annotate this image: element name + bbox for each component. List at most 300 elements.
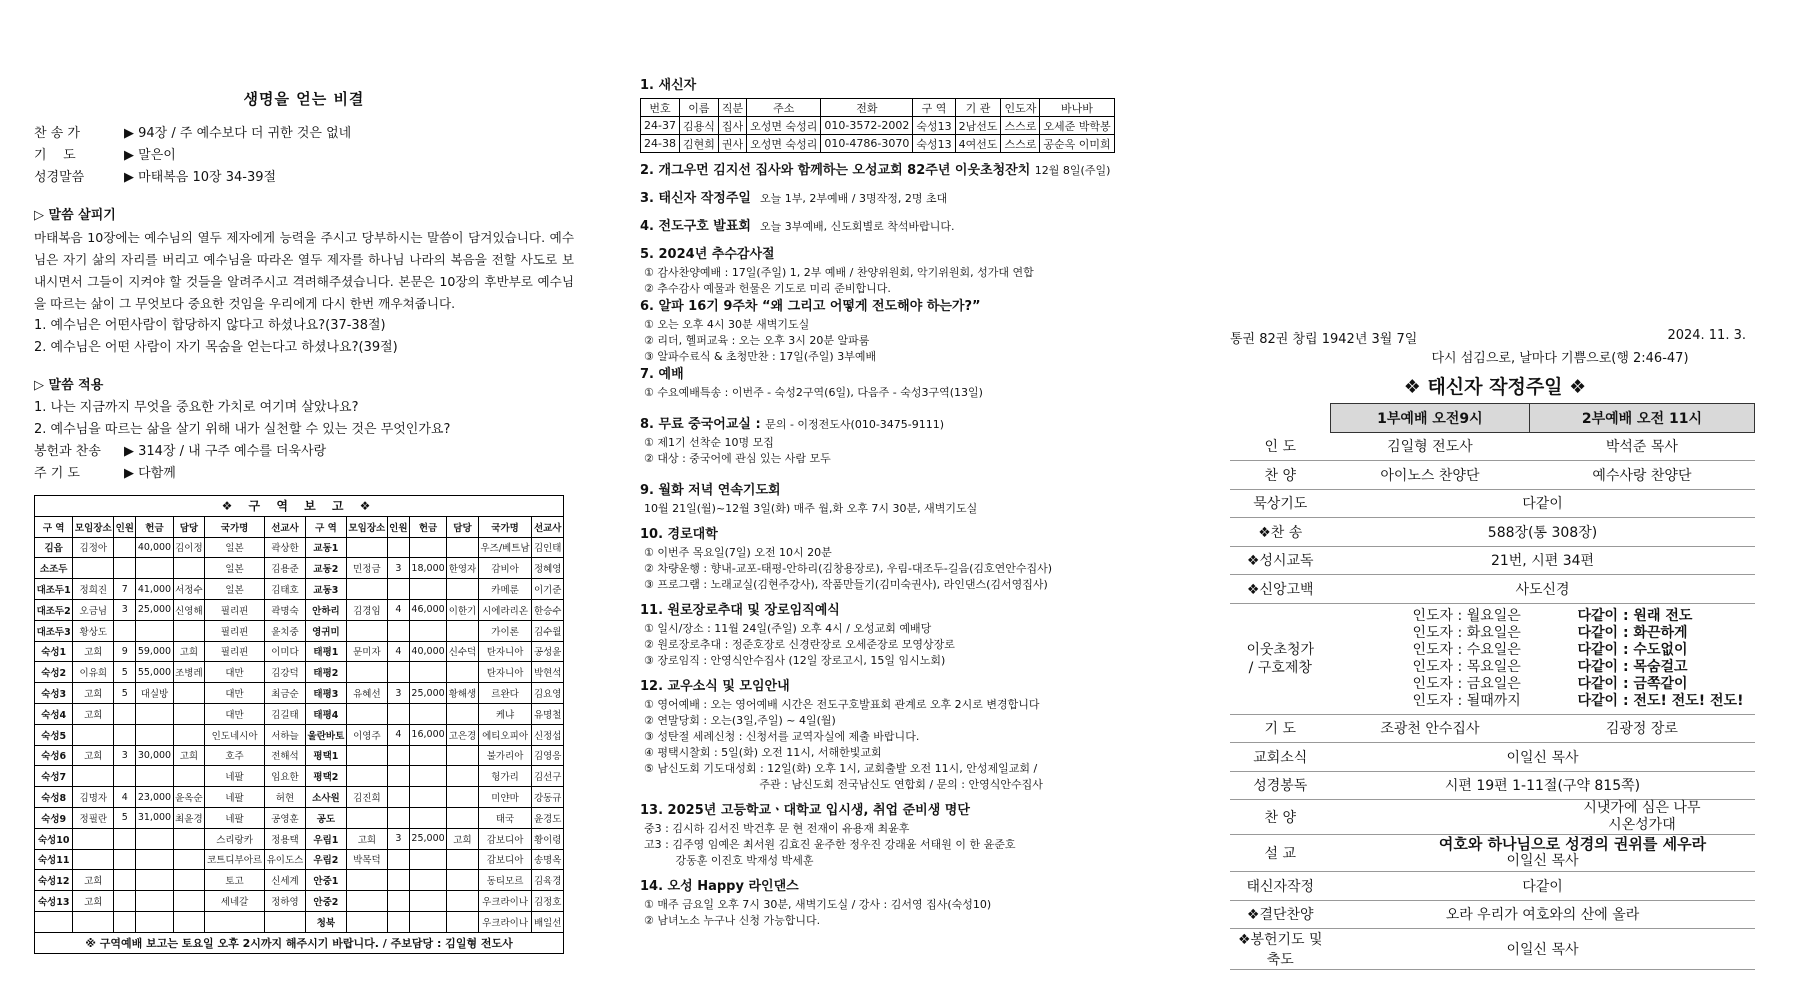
report-cell: [173, 703, 204, 724]
announcement-14-heading: 14. 오성 Happy 라인댄스: [640, 879, 799, 894]
report-cell: 카메룬: [478, 579, 532, 600]
report-cell: 김선구: [532, 766, 564, 787]
report-cell: [409, 807, 446, 828]
report-cell: [387, 537, 409, 558]
announcement-3-heading: 3. 태신자 작정주일 오늘 1부, 2부예배 / 3명작정, 2명 초대: [640, 191, 948, 206]
report-cell: [346, 807, 387, 828]
report-cell: [387, 620, 409, 641]
announcement-item: ① 이번주 목요일(7일) 오전 10시 20분: [644, 546, 832, 559]
report-cell: 박목덕: [346, 849, 387, 870]
newcomer-cell: 스스로: [1001, 135, 1040, 153]
chant-line: [1413, 659, 1753, 676]
service-1-header: 1부예배 오전9시: [1331, 404, 1530, 433]
report-row: [35, 911, 564, 932]
announcement-item: ② 원로장로추대 : 정준호장로 신경란장로 오세준장로 모영상장로: [644, 638, 955, 651]
report-header-cell: 인원: [387, 516, 409, 537]
report-cell: 인도네시아: [205, 724, 265, 745]
report-cell: [114, 703, 136, 724]
report-header-cell: 담당: [173, 516, 204, 537]
report-cell: 신정섭: [532, 724, 564, 745]
report-cell: [409, 891, 446, 912]
worship-label: 교회소식: [1230, 743, 1331, 772]
announcement-item: ④ 평택시찰회 : 5일(화) 오전 11시, 서해한빛교회: [644, 746, 882, 759]
report-cell: 최금순: [264, 683, 305, 704]
report-cell: 정희진: [73, 579, 114, 600]
newcomer-cell: 숙성13: [913, 117, 955, 135]
announcement-8-items: [640, 435, 1180, 467]
report-cell: [136, 558, 173, 579]
report-cell: 감비아: [478, 558, 532, 579]
worship-label: ❖성시교독: [1230, 546, 1331, 575]
report-cell: 감보디아: [478, 849, 532, 870]
report-cell: 감보디아: [478, 828, 532, 849]
report-cell: 숙성2: [35, 662, 73, 683]
report-cell: 정용택: [264, 828, 305, 849]
report-cell: 55,000: [136, 662, 173, 683]
report-cell: 헝가리: [478, 766, 532, 787]
newcomer-cell: 숙성13: [913, 135, 955, 153]
report-row: [35, 579, 564, 600]
announcement-item: ② 차량운행 : 향내-교포-태평-안하리(김창용장로), 우림-대조두-길음(김호연안수집사): [644, 562, 1053, 575]
report-cell: 문미자: [346, 641, 387, 662]
report-cell: [173, 911, 204, 932]
report-cell: [173, 828, 204, 849]
report-cell: [447, 911, 478, 932]
invite-label: 이웃초청가 / 구호제창: [1230, 603, 1331, 714]
report-cell: 태평3: [305, 683, 346, 704]
report-cell: 숙성11: [35, 849, 73, 870]
report-cell: 41,000: [136, 579, 173, 600]
announcement-5-items: [640, 265, 1180, 297]
report-header-cell: 선교사: [264, 516, 305, 537]
closing-row: [34, 463, 574, 485]
report-cell: 미얀마: [478, 787, 532, 808]
bulletin-header: [1230, 328, 1760, 347]
report-cell: 고희: [73, 641, 114, 662]
report-cell: 이기준: [532, 579, 564, 600]
report-cell: [114, 766, 136, 787]
report-cell: [447, 537, 478, 558]
worship-row: [1230, 771, 1755, 800]
report-cell: 숙성5: [35, 724, 73, 745]
report-cell: 3: [387, 828, 409, 849]
announcement-6-items: [640, 317, 1180, 365]
report-cell: 시에라리온: [478, 599, 532, 620]
newcomer-table: [640, 98, 1115, 153]
report-cell: [387, 787, 409, 808]
report-cell: [114, 724, 136, 745]
worship-label: ❖봉헌기도 및 축도: [1230, 929, 1331, 970]
report-cell: [73, 766, 114, 787]
report-cell: [114, 558, 136, 579]
report-cell: 숙성7: [35, 766, 73, 787]
apply-1: 1. 나는 지금까지 무엇을 중요한 가치로 여기며 살았나요?: [34, 400, 359, 415]
worship-label: 태신자작정: [1230, 872, 1331, 901]
worship-row: [1230, 575, 1755, 604]
newcomer-cell: 24-38: [641, 135, 680, 153]
report-cell: 교동1: [305, 537, 346, 558]
report-header-cell: 헌금: [409, 516, 446, 537]
announcement-14-items: [640, 897, 1180, 929]
report-cell: 30,000: [136, 745, 173, 766]
report-cell: 교동3: [305, 579, 346, 600]
report-cell: [173, 891, 204, 912]
closing-label: 봉헌과 찬송: [34, 444, 101, 459]
report-cell: [173, 683, 204, 704]
announcement-1-heading: 1. 새신자: [640, 78, 697, 93]
announcement-3-detail: 오늘 1부, 2부예배 / 3명작정, 2명 초대: [760, 192, 948, 205]
worship-label: ❖찬 송: [1230, 518, 1331, 547]
announcement-6-heading: 6. 알파 16기 9주차 “왜 그리고 어떻게 전도해야 하는가?”: [640, 299, 981, 314]
report-cell: 교동2: [305, 558, 346, 579]
order-value: ▶ 말은이: [124, 148, 176, 163]
announcement-10-items: [640, 545, 1180, 593]
announcement-item: ② 추수감사 예물과 헌물은 기도로 미리 준비합니다.: [644, 282, 891, 295]
report-cell: 일본: [205, 537, 265, 558]
report-cell: [264, 911, 305, 932]
report-row: [35, 766, 564, 787]
chant-line: [1413, 693, 1753, 710]
report-cell: [409, 766, 446, 787]
report-cell: 스리랑카: [205, 828, 265, 849]
report-cell: 신영해: [173, 599, 204, 620]
worship-value-service-2: 예수사랑 찬양단: [1529, 461, 1754, 490]
order-row: [34, 167, 574, 189]
report-cell: 대만: [205, 662, 265, 683]
choir-hymn-title: 시냇가에 심은 나무: [1583, 800, 1701, 816]
worship-row: [1230, 461, 1755, 490]
worship-value-service-2: 박석준 목사: [1529, 432, 1754, 461]
report-header-cell: 국가명: [478, 516, 532, 537]
report-cell: [346, 579, 387, 600]
report-cell: [409, 870, 446, 891]
announcement-item: ① 감사찬양예배 : 17일(주일) 1, 2부 예배 / 찬양위원회, 악기위원회, 성가대 연합: [644, 266, 1034, 279]
report-cell: [447, 703, 478, 724]
closing-order: [34, 441, 574, 485]
question-1: 1. 예수님은 어떤사람이 합당하지 않다고 하셨나요?(37-38절): [34, 318, 386, 333]
report-cell: 태평1: [305, 641, 346, 662]
report-cell: [136, 828, 173, 849]
order-value: ▶ 마태복음 10장 34-39절: [124, 170, 277, 185]
report-cell: [387, 849, 409, 870]
worship-value: 이일신 목사: [1331, 929, 1755, 970]
report-header-cell: 헌금: [136, 516, 173, 537]
report-cell: [136, 724, 173, 745]
report-cell: 윤옥순: [173, 787, 204, 808]
report-row: [35, 870, 564, 891]
worship-row: [1230, 518, 1755, 547]
announcement-item: 주관 : 남신도회 전국남신도 연합회 / 문의 : 안영식안수집사: [644, 778, 1043, 791]
report-cell: 안하리: [305, 599, 346, 620]
announcement-item: ⑤ 남신도회 기도대성회 : 12일(화) 오후 1시, 교회출발 오전 11시, 안성제일교회 /: [644, 762, 1038, 775]
bulletin-date: 2024. 11. 3.: [1667, 328, 1746, 343]
report-footer: ※ 구역예배 보고는 토요일 오후 2시까지 해주시기 바랍니다. / 주보담당 : 김일형 전도사: [35, 932, 564, 953]
report-cell: [136, 870, 173, 891]
worship-row: [1230, 929, 1755, 970]
report-header-cell: 구 역: [35, 516, 73, 537]
report-cell: [387, 703, 409, 724]
worship-row: [1230, 432, 1755, 461]
report-cell: 소사원: [305, 787, 346, 808]
report-cell: [346, 662, 387, 683]
report-cell: [114, 891, 136, 912]
district-report-table: [34, 495, 564, 954]
worship-value: 사도신경: [1331, 575, 1755, 604]
report-cell: [409, 703, 446, 724]
report-header-cell: 모임장소: [346, 516, 387, 537]
report-cell: 4: [387, 599, 409, 620]
report-cell: [447, 807, 478, 828]
worship-row: [1230, 489, 1755, 518]
report-cell: 김수월: [532, 620, 564, 641]
chant-leader: 인도자 : 목요일은: [1412, 658, 1521, 675]
report-cell: 곽명숙: [264, 599, 305, 620]
report-cell: 네팔: [205, 787, 265, 808]
report-row: [35, 891, 564, 912]
report-cell: 25,000: [409, 828, 446, 849]
report-cell: 이유희: [73, 662, 114, 683]
worship-value: 시편 19편 1-11절(구약 815쪽): [1331, 771, 1755, 800]
newcomer-cell: 오세준 박학봉: [1040, 117, 1114, 135]
report-row: [35, 558, 564, 579]
report-cell: 태평2: [305, 662, 346, 683]
report-cell: [73, 724, 114, 745]
report-header-cell: 모임장소: [73, 516, 114, 537]
question-2: 2. 예수님은 어떤 사람이 자기 목숨을 얻는다고 하셨나요?(39절): [34, 340, 398, 355]
report-cell: 고희: [73, 683, 114, 704]
report-cell: 18,000: [409, 558, 446, 579]
announcement-12-heading: 12. 교우소식 및 모임안내: [640, 679, 790, 694]
report-cell: 40,000: [409, 641, 446, 662]
chant-response: 다같이 : 목숨걸고: [1577, 658, 1688, 675]
report-cell: 르완다: [478, 683, 532, 704]
closing-value: ▶ 다함께: [124, 466, 176, 481]
announcement-item: ③ 알파수료식 & 초청만찬 : 17일(주일) 3부예배: [644, 350, 877, 363]
announcement-item: ① 오는 오후 4시 30분 새벽기도실: [644, 318, 810, 331]
hymn-label: 찬 양: [1230, 800, 1331, 835]
newcomer-cell: 010-3572-2002: [821, 117, 913, 135]
sermon-paragraph: 마태복음 10장에는 예수님의 열두 제자에게 능력을 주시고 당부하시는 말씀이 담겨있습니다. 예수님은 자기 삶의 자리를 버리고 예수님을 따라온 열두 제자를 하나님 나라의 복음을 전할 사도로 보내시면서 그들이 지켜야 할 것들을 알려주시고 격려해주셨습니다. 본문은 10장의 후반부로 예수님을 따르는 삶이 그 무엇보다 중요한 것임을 우리에게 다시 한번 깨우쳐줍니다.: [34, 230, 574, 311]
newcomer-header-cell: 번호: [641, 99, 680, 117]
newcomer-cell: 24-37: [641, 117, 680, 135]
report-header-cell: 구 역: [305, 516, 346, 537]
report-cell: [409, 745, 446, 766]
report-cell: 고희: [173, 745, 204, 766]
announcement-9-heading: 9. 월화 저녁 연속기도회: [640, 483, 781, 498]
announcement-item: ① 제1기 선착순 10명 모집: [644, 436, 774, 449]
report-row: [35, 849, 564, 870]
report-cell: 신수덕: [447, 641, 478, 662]
report-cell: [346, 620, 387, 641]
sermon-column: [34, 0, 574, 954]
report-cell: [447, 787, 478, 808]
announcement-8-heading: 8. 무료 중국어교실 : 문의 - 이정전도사(010-3475-9111): [640, 417, 945, 432]
worship-title: ❖ 태신자 작정주일 ❖: [1403, 376, 1587, 398]
report-cell: 김인태: [532, 537, 564, 558]
report-cell: [387, 579, 409, 600]
report-cell: 일본: [205, 558, 265, 579]
chant-line: [1413, 642, 1753, 659]
report-cell: [447, 662, 478, 683]
announcement-item: ② 연말당회 : 오는(3일,주일) ~ 4일(월): [644, 714, 836, 727]
report-cell: 서정수: [173, 579, 204, 600]
report-cell: 평택2: [305, 766, 346, 787]
choir-hymn: [1529, 800, 1754, 835]
announcement-2-date: 12월 8일(주일): [1034, 164, 1111, 177]
report-cell: [387, 807, 409, 828]
report-cell: 송명옥: [532, 849, 564, 870]
report-cell: 곽상한: [264, 537, 305, 558]
worship-value: 다같이: [1331, 872, 1755, 901]
report-cell: 김진희: [346, 787, 387, 808]
report-cell: [114, 537, 136, 558]
report-cell: 김명자: [73, 787, 114, 808]
report-cell: 숙성10: [35, 828, 73, 849]
preacher: 이일신 목사: [1506, 853, 1579, 869]
report-cell: 정하영: [264, 891, 305, 912]
report-cell: 울란바토: [305, 724, 346, 745]
report-cell: 23,000: [136, 787, 173, 808]
announcement-11-items: [640, 621, 1180, 669]
worship-row: [1230, 872, 1755, 901]
report-row: [35, 828, 564, 849]
prayer-label: 기 도: [1230, 714, 1331, 743]
report-cell: [73, 558, 114, 579]
announcement-item: ② 대상 : 중국어에 관심 있는 사람 모두: [644, 452, 831, 465]
report-cell: [114, 911, 136, 932]
report-row: [35, 787, 564, 808]
announcement-4-heading: 4. 전도구호 발표회 오늘 3부예배, 신도회별로 착석바랍니다.: [640, 219, 955, 234]
report-cell: 정필란: [73, 807, 114, 828]
report-cell: [346, 537, 387, 558]
worship-label: 성경봉독: [1230, 771, 1331, 800]
report-cell: 코트디부아르: [205, 849, 265, 870]
report-cell: 대조두2: [35, 599, 73, 620]
report-cell: 한승수: [532, 599, 564, 620]
report-cell: 16,000: [409, 724, 446, 745]
announcement-item: ① 영어예배 : 오는 영어예배 시간은 전도구호발표회 관계로 오후 2시로 변경합니다: [644, 698, 1040, 711]
report-cell: [387, 891, 409, 912]
worship-value-service-1: 김일형 전도사: [1331, 432, 1530, 461]
prayer-service-2: 김광정 장로: [1529, 714, 1754, 743]
report-caption: ❖ 구 역 보 고 ❖: [35, 496, 564, 517]
report-cell: 숙성9: [35, 807, 73, 828]
report-cell: [136, 849, 173, 870]
chant-response: 다같이 : 원래 전도: [1577, 607, 1693, 624]
newcomer-row: [641, 117, 1115, 135]
announcement-5-heading: 5. 2024년 추수감사절: [640, 247, 775, 262]
newcomer-cell: 스스로: [1001, 117, 1040, 135]
announcements-column: [640, 76, 1180, 929]
report-cell: [447, 620, 478, 641]
report-cell: 우크라이나: [478, 911, 532, 932]
report-header-cell: 인원: [114, 516, 136, 537]
report-row: [35, 599, 564, 620]
report-cell: 유혜선: [346, 683, 387, 704]
report-header-cell: 국가명: [205, 516, 265, 537]
newcomer-cell: 4여선도: [955, 135, 1001, 153]
announcement-item: 중3 : 김시하 김서진 박건후 문 현 전재이 유용재 최윤후: [644, 822, 910, 835]
report-cell: 황이령: [532, 828, 564, 849]
report-cell: 유명철: [532, 703, 564, 724]
report-cell: 김영응: [532, 745, 564, 766]
report-row: [35, 703, 564, 724]
report-cell: 동티모르: [478, 870, 532, 891]
order-value: ▶ 94장 / 주 예수보다 더 귀한 것은 없네: [124, 126, 352, 141]
report-cell: 배일선: [532, 911, 564, 932]
report-cell: 황상도: [73, 620, 114, 641]
report-cell: 김정호: [532, 891, 564, 912]
report-cell: [114, 870, 136, 891]
newcomer-cell: 권사: [718, 135, 746, 153]
report-cell: 불가리아: [478, 745, 532, 766]
chant-response: 다같이 : 화끈하게: [1577, 624, 1688, 641]
report-header-row: [35, 516, 564, 537]
report-cell: [447, 745, 478, 766]
report-cell: 59,000: [136, 641, 173, 662]
report-row: [35, 537, 564, 558]
report-cell: 25,000: [136, 599, 173, 620]
report-cell: 고희: [346, 828, 387, 849]
worship-order-column: [1230, 0, 1760, 970]
chant-response: 다같이 : 수도없이: [1577, 641, 1688, 658]
newcomer-header-cell: 구 역: [913, 99, 955, 117]
report-cell: 대만: [205, 703, 265, 724]
report-cell: [447, 579, 478, 600]
report-cell: [136, 703, 173, 724]
report-cell: 태국: [478, 807, 532, 828]
chant-response: 다같이 : 금쪽같이: [1577, 675, 1688, 692]
report-cell: [173, 870, 204, 891]
closing-label: 주 기 도: [34, 466, 80, 481]
report-cell: [387, 662, 409, 683]
report-cell: 숙성12: [35, 870, 73, 891]
report-cell: 세네갈: [205, 891, 265, 912]
report-cell: 김용준: [264, 558, 305, 579]
report-cell: 소조두: [35, 558, 73, 579]
announcement-item: ① 매주 금요일 오후 7시 30분, 새벽기도실 / 강사 : 김서영 집사(숙성10): [644, 898, 992, 911]
report-cell: 김읍: [35, 537, 73, 558]
report-cell: 3: [114, 745, 136, 766]
report-cell: 에티오피아: [478, 724, 532, 745]
newcomer-header-cell: 바나바: [1040, 99, 1114, 117]
report-cell: 영귀미: [305, 620, 346, 641]
newcomer-header-cell: 전화: [821, 99, 913, 117]
report-cell: 숙성3: [35, 683, 73, 704]
chant-leader: 인도자 : 월요일은: [1412, 607, 1521, 624]
report-cell: 가이론: [478, 620, 532, 641]
report-cell: [205, 911, 265, 932]
report-cell: 숙성4: [35, 703, 73, 724]
worship-value: 다같이: [1331, 489, 1755, 518]
report-cell: 3: [387, 558, 409, 579]
newcomer-header-cell: 인도자: [1001, 99, 1040, 117]
report-cell: 필리핀: [205, 620, 265, 641]
report-cell: [447, 849, 478, 870]
report-cell: 공성윤: [532, 641, 564, 662]
report-cell: [346, 891, 387, 912]
chant-line: [1413, 608, 1753, 625]
report-cell: 탄자니아: [478, 641, 532, 662]
report-cell: [346, 911, 387, 932]
announcement-13-items: [640, 821, 1180, 869]
order-row: [34, 123, 574, 145]
report-cell: 우즈/베트남: [478, 537, 532, 558]
report-cell: 4: [387, 724, 409, 745]
announcement-13-heading: 13. 2025년 고등학교ㆍ대학교 입시생, 취업 준비생 명단: [640, 803, 970, 818]
report-cell: 안중2: [305, 891, 346, 912]
report-cell: 임요한: [264, 766, 305, 787]
